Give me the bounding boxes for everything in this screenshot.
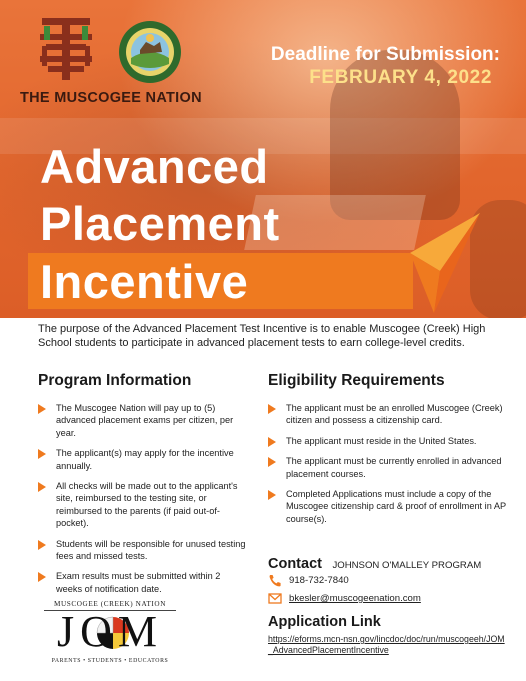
program-information-section	[38, 372, 248, 603]
bullet-arrow-icon	[38, 404, 46, 414]
jom-logo-wordmark	[44, 607, 176, 656]
contact-program: JOHNSON O'MALLEY PROGRAM	[332, 560, 482, 571]
intro-paragraph: The purpose of the Advanced Placement Test Incentive is to enable Muscogee (Creek) High School students to participate in advanced placement tests to earn college-level credits.	[38, 323, 486, 350]
list-item-text: The Muscogee Nation will pay up to (5) advanced placement exams per citizen, per year.	[56, 403, 234, 438]
eligibility-section	[268, 372, 508, 533]
list-item-text: Students will be responsible for unused testing fees and missed tests.	[56, 538, 246, 562]
title-line-1: Advanced	[40, 140, 269, 193]
list-item-text: The applicant(s) may apply for the incentive annually.	[56, 448, 234, 471]
jom-logo	[44, 600, 176, 672]
hero-banner	[0, 0, 526, 318]
jom-logo-top-text: MUSCOGEE (CREEK) NATION	[53, 600, 167, 608]
list-item-text: All checks will be made out to the applicant's site, reimbursed to the testing site, or reimbursed to the parents (if paid out-of-pocket).	[56, 481, 238, 529]
bullet-arrow-icon	[38, 572, 46, 582]
list-item	[268, 455, 508, 480]
list-item	[38, 402, 248, 439]
list-item-text: Exam results must be submitted within 2 weeks of notification date.	[56, 571, 221, 594]
arrow-graphic-icon	[410, 213, 480, 313]
bullet-arrow-icon	[38, 449, 46, 459]
application-link[interactable]: https://eforms.mcn-nsn.gov/lincdoc/doc/run/muscogeeh/JOM_AdvancedPlacementIncentive	[268, 634, 505, 656]
muscogee-nation-logo-icon	[38, 16, 94, 82]
phone-icon	[268, 574, 282, 587]
deadline-date: FEBRUARY 4, 2022	[309, 67, 492, 88]
contact-email-link[interactable]: bkesler@muscogeenation.com	[289, 593, 421, 604]
bullet-arrow-icon	[38, 482, 46, 492]
bullet-arrow-icon	[268, 404, 276, 414]
list-item-text: The applicant must be currently enrolled in advanced placement courses.	[286, 456, 502, 479]
list-item	[268, 435, 508, 447]
eligibility-heading: Eligibility Requirements	[268, 372, 445, 389]
bullet-arrow-icon	[38, 540, 46, 550]
jom-logo-bottom-text: PARENTS • STUDENTS • EDUCATORS	[51, 658, 169, 664]
list-item-text: Completed Applications must include a copy of the Muscogee citizenship card & proof of enrollment in AP course(s).	[286, 489, 506, 524]
jom-logo-letters: JOM	[56, 607, 164, 656]
list-item-text: The applicant must reside in the United States.	[286, 435, 477, 446]
bullet-arrow-icon	[268, 457, 276, 467]
list-item	[38, 570, 248, 595]
deadline-label: Deadline for Submission:	[270, 44, 500, 65]
title-line-2: Placement	[40, 197, 280, 250]
program-information-list	[38, 402, 248, 595]
list-item	[38, 447, 248, 472]
list-item	[38, 480, 248, 530]
contact-phone[interactable]: 918-732-7840	[289, 575, 349, 586]
contact-email-row	[268, 592, 421, 605]
title-line-3: Incentive	[40, 255, 249, 308]
nation-name: THE MUSCOGEE NATION	[20, 90, 202, 106]
program-information-heading: Program Information	[38, 372, 192, 389]
bullet-arrow-icon	[268, 437, 276, 447]
list-item	[38, 538, 248, 563]
application-link-heading: Application Link	[268, 614, 381, 630]
bullet-arrow-icon	[268, 490, 276, 500]
list-item-text: The applicant must be an enrolled Muscogee (Creek) citizen and possess a citizenship card.	[286, 403, 503, 426]
list-item	[268, 402, 508, 427]
email-icon	[268, 592, 282, 605]
contact-heading: Contact	[268, 556, 322, 572]
eligibility-list	[268, 402, 508, 525]
great-seal-icon	[118, 20, 182, 84]
contact-header	[268, 555, 481, 573]
contact-phone-row	[268, 574, 349, 587]
list-item	[268, 488, 508, 525]
